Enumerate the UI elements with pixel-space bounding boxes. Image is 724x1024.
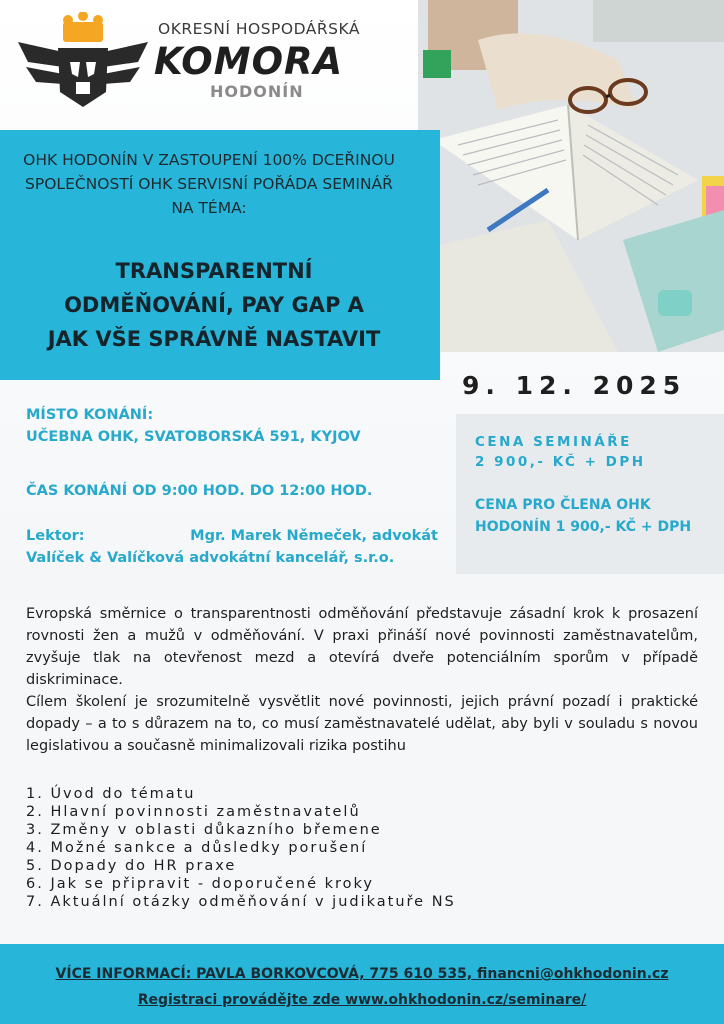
lecturer-firm: Valíček & Valíčková advokátní kancelář, s.r.o. <box>26 550 395 566</box>
venue-label: MÍSTO KONÁNÍ: <box>26 407 154 423</box>
footer-banner <box>0 944 724 1024</box>
lecturer-row <box>26 525 438 547</box>
lecturer-block <box>26 525 438 569</box>
program-item: 5. Dopady do HR praxe <box>26 858 237 874</box>
program-item: 7. Aktuální otázky odměňování v judikatuře NS <box>26 894 456 910</box>
hero-intro-text: OHK HODONÍN V ZASTOUPENÍ 100% DCEŘINOU SPOLEČNOSTÍ OHK SERVISNÍ POŘÁDA SEMINÁŘ NA TÉMA: <box>23 151 395 217</box>
registration-link[interactable]: Registraci provádějte zde www.ohkhodonin.cz/seminare/ <box>137 992 587 1008</box>
title-line-2: ODMĚŇOVÁNÍ, PAY GAP A <box>64 293 364 317</box>
member-price-label: CENA PRO ČLENA OHK <box>475 497 651 513</box>
contact-link[interactable]: VÍCE INFORMACÍ: PAVLA BORKOVCOVÁ, 775 610 535, financni@ohkhodonin.cz <box>55 966 669 982</box>
lecturer-name: Mgr. Marek Němeček, advokát <box>190 528 438 544</box>
price-label: CENA SEMINÁŘE <box>475 434 632 450</box>
program-item: 2. Hlavní povinnosti zaměstnavatelů <box>26 804 361 820</box>
event-time: ČAS KONÁNÍ OD 9:00 HOD. DO 12:00 HOD. <box>26 483 373 499</box>
program-item: 6. Jak se připravit - doporučené kroky <box>26 876 374 892</box>
seminar-title <box>4 254 424 356</box>
seminar-description <box>26 603 698 757</box>
program-item: 4. Možné sankce a důsledky porušení <box>26 840 368 856</box>
seminar-price <box>475 432 646 472</box>
venue-address: UČEBNA OHK, SVATOBORSKÁ 591, KYJOV <box>26 429 361 445</box>
title-line-3: JAK VŠE SPRÁVNĚ NASTAVIT <box>47 327 381 351</box>
lecturer-label: Lektor: <box>26 528 85 544</box>
description-paragraph-2: Cílem školení je srozumitelně vysvětlit nové povinnosti, jejich právní pozadí i praktické dopady – a to s důrazem na to, co musí zaměstnavatelé udělat, aby byli v souladu s novou legislativou a současně minimalizovali rizika postihu <box>26 694 698 754</box>
program-list <box>26 785 456 911</box>
title-line-1: TRANSPARENTNÍ <box>115 259 313 283</box>
description-paragraph-1: Evropská směrnice o transparentnosti odměňování představuje zásadní krok k prosazení rovnosti žen a mužů v odměňování. V praxi přináší nové povinnosti zaměstnavatelům, zvyšuje tlak na otevřenost mezd a otevírá dveře potenciálním sporům v případě diskriminace. <box>26 606 698 688</box>
lion-crown-emblem <box>18 12 148 112</box>
org-name-line1: OKRESNÍ HOSPODÁŘSKÁ <box>158 20 360 38</box>
event-date: 9. 12. 2025 <box>462 371 687 400</box>
member-price <box>475 494 720 538</box>
org-name-line3: HODONÍN <box>210 82 304 101</box>
program-item: 3. Změny v oblasti důkazního břemene <box>26 822 382 838</box>
venue-block <box>26 404 361 448</box>
program-item: 1. Úvod do tématu <box>26 786 196 802</box>
price-value: 2 900,- KČ + DPH <box>475 454 646 470</box>
desk-illustration <box>418 0 724 352</box>
member-price-value: HODONÍN 1 900,- KČ + DPH <box>475 519 692 535</box>
header-photo <box>418 0 724 352</box>
org-name-line2: KOMORA <box>154 40 344 83</box>
ohk-logo <box>18 12 378 124</box>
